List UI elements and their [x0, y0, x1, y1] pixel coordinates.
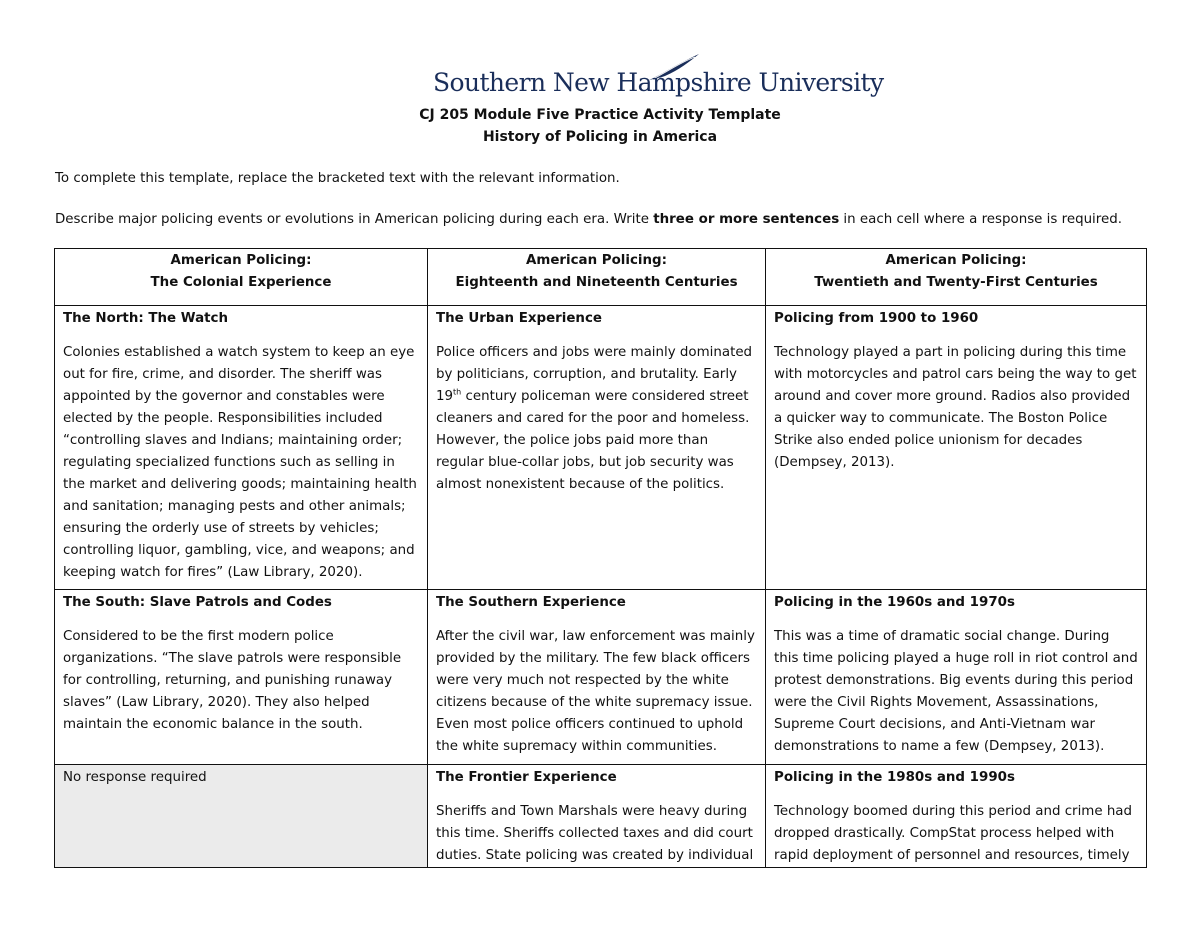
response-text: century policeman were considered street cleaners and cared for the poor and homeless. However, the police jobs paid more than regular blue-collar jobs, but job security was almost nonexistent because of the politics. [436, 389, 750, 492]
cell-response [436, 342, 757, 496]
table-cell[interactable] [428, 765, 766, 868]
policing-history-table [54, 248, 1147, 868]
table-cell[interactable] [55, 306, 428, 590]
table-cell-no-response [55, 765, 428, 868]
table-row [55, 590, 1147, 765]
instruction-line-2 [55, 212, 1122, 227]
column-header-20th-21st [766, 249, 1147, 306]
cell-response: Considered to be the first modern police organizations. “The slave patrols were responsible for controlling, returning, and punishing runaway slaves” (Law Library, 2020). They also helped maintain the economic balance in the south. [63, 629, 402, 732]
cell-heading: Policing from 1900 to 1960 [774, 311, 979, 326]
table-header-row [55, 249, 1147, 306]
university-name: Southern New Hampshire University [433, 68, 884, 97]
instruction-line-1: To complete this template, replace the bracketed text with the relevant information. [55, 171, 620, 186]
cell-heading: The Southern Experience [436, 595, 626, 610]
university-logo [433, 52, 884, 108]
superscript: th [453, 387, 462, 397]
cell-heading: Policing in the 1980s and 1990s [774, 770, 1015, 785]
cell-response: Technology played a part in policing during this time with motorcycles and patrol cars being the way to get around and cover more ground. Radios also provided a quicker way to communicate. The Boston Police Strike also ended police unionism for decades (Dempsey, 2013). [774, 345, 1137, 470]
cell-response: This was a time of dramatic social change. During this time policing played a huge roll in riot control and protest demonstrations. Big events during this period were the Civil Rights Movement, Assassinations, Supreme Court decisions, and Anti-Vietnam war demonstrations to name a few (Dempsey, 2013). [774, 629, 1138, 754]
table-row [55, 765, 1147, 868]
column-header-line: Twentieth and Twenty-First Centuries [814, 275, 1098, 290]
column-header-line: American Policing: [526, 253, 667, 268]
response-text: Police officers and jobs were mainly dominated by politicians, corruption, and brutality. Early 19 [436, 345, 753, 404]
table-cell[interactable] [766, 590, 1147, 765]
cell-response: Colonies established a watch system to keep an eye out for fire, crime, and disorder. The sheriff was appointed by the governor and constables were elected by the people. Responsibilities included “controlling slaves and Indians; maintaining order; regulating specialized functions such as selling in the market and delivering goods; maintaining health and sanitation; managing pests and other animals; ensuring the orderly use of streets by vehicles; controlling liquor, gambling, vice, and weapons; and keeping watch for fires” (Law Library, 2020). [63, 345, 417, 580]
no-response-note: No response required [63, 770, 207, 785]
cell-response: Sheriffs and Town Marshals were heavy during this time. Sheriffs collected taxes and did court duties. State policing was created by individual [436, 804, 754, 863]
instruction-text: in each cell where a response is required. [839, 212, 1122, 227]
cell-heading: The North: The Watch [63, 311, 228, 326]
column-header-line: American Policing: [885, 253, 1027, 268]
table-row [55, 306, 1147, 590]
table-cell[interactable] [55, 590, 428, 765]
document-subtitle: History of Policing in America [482, 129, 718, 145]
instruction-emphasis: three or more sentences [653, 212, 840, 227]
cell-heading: The Frontier Experience [436, 770, 617, 785]
cell-heading: The Urban Experience [436, 311, 602, 326]
column-header-18th-19th [428, 249, 766, 306]
cell-response: Technology boomed during this period and crime had dropped drastically. CompStat process helped with rapid deployment of personnel and resources, timely [774, 804, 1133, 863]
cell-heading: Policing in the 1960s and 1970s [774, 595, 1015, 610]
column-header-colonial [55, 249, 428, 306]
cell-heading: The South: Slave Patrols and Codes [63, 595, 332, 610]
column-header-line: The Colonial Experience [150, 275, 332, 290]
table-cell[interactable] [766, 765, 1147, 868]
column-header-line: Eighteenth and Nineteenth Centuries [455, 275, 738, 290]
table-cell[interactable] [428, 590, 766, 765]
instruction-text: Describe major policing events or evolutions in American policing during each era. Write [55, 212, 654, 227]
table-cell[interactable] [428, 306, 766, 590]
column-header-line: American Policing: [170, 253, 312, 268]
document-title: CJ 205 Module Five Practice Activity Template [419, 107, 781, 123]
cell-response: After the civil war, law enforcement was mainly provided by the military. The few black officers were very much not respected by the white citizens because of the white supremacy issue. Even most police officers continued to uphold the white supremacy within communities. [436, 629, 755, 754]
table-cell[interactable] [766, 306, 1147, 590]
